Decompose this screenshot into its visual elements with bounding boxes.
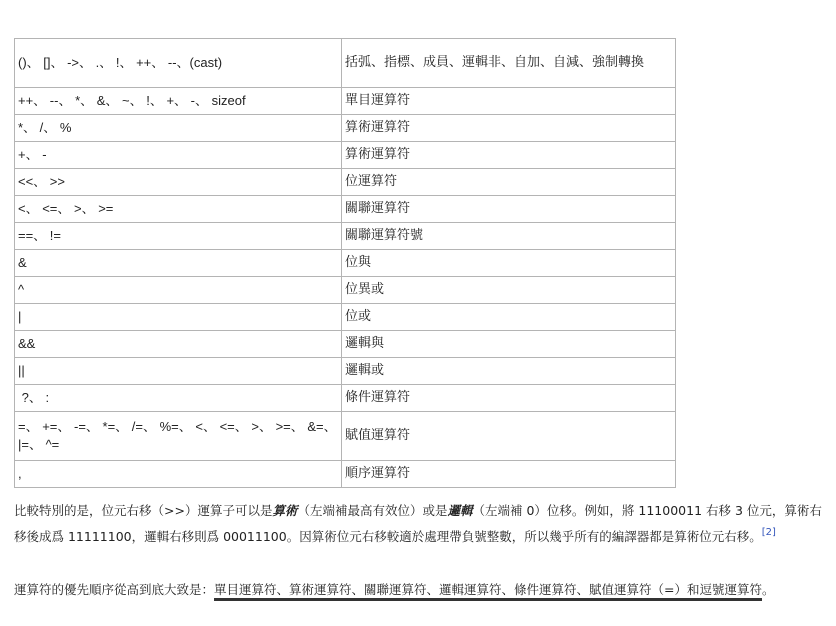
description-cell: 邏輯與	[342, 331, 676, 358]
description-cell: 位異或	[342, 277, 676, 304]
table-row	[15, 277, 676, 304]
description-cell: 位與	[342, 250, 676, 277]
table-row	[15, 385, 676, 412]
operator-cell: *、 /、 %	[15, 115, 342, 142]
table-row	[15, 88, 676, 115]
logical-term: 邏輯	[447, 503, 473, 518]
description-cell: 單目運算符	[342, 88, 676, 115]
operator-cell: <<、 >>	[15, 169, 342, 196]
operator-cell: ++、 --、 *、 &、 ~、 !、 +、 -、 sizeof	[15, 88, 342, 115]
description-cell: 關聯運算符號	[342, 223, 676, 250]
description-cell: 條件運算符	[342, 385, 676, 412]
description-cell: 位或	[342, 304, 676, 331]
operator-cell: +、 -	[15, 142, 342, 169]
underlined-precedence-list: 單目運算符、算術運算符、關聯運算符、邏輯運算符、條件運算符、賦值運算符（=）和逗號運算符	[214, 582, 762, 597]
description-cell: 算術運算符	[342, 115, 676, 142]
description-cell: 順序運算符	[342, 461, 676, 488]
table-row	[15, 169, 676, 196]
operator-cell: =、 +=、 -=、 *=、 /=、 %=、 <、 <=、 >、 >=、 &=、 |=、 ^=	[15, 412, 342, 461]
shift-explanation-paragraph	[14, 500, 829, 548]
table-row	[15, 461, 676, 488]
description-cell: 關聯運算符	[342, 196, 676, 223]
precedence-summary-paragraph	[14, 579, 829, 601]
operator-cell: <、 <=、 >、 >=	[15, 196, 342, 223]
operator-cell: &&	[15, 331, 342, 358]
operator-cell: &	[15, 250, 342, 277]
table-row	[15, 223, 676, 250]
table-row	[15, 115, 676, 142]
operator-cell: ^	[15, 277, 342, 304]
paragraph-text: （左端補最高有效位）或是	[297, 503, 448, 518]
table-row	[15, 39, 676, 88]
operator-cell: |	[15, 304, 342, 331]
table-row	[15, 304, 676, 331]
table-row	[15, 196, 676, 223]
description-cell: 位運算符	[342, 169, 676, 196]
description-cell: 邏輯或	[342, 358, 676, 385]
operator-cell: ?、 :	[15, 385, 342, 412]
description-cell: 括弧、指標、成員、運輯非、自加、自減、強制轉換	[342, 39, 676, 88]
reference-link[interactable]: [2]	[761, 527, 776, 538]
table-row	[15, 331, 676, 358]
operator-cell: ,	[15, 461, 342, 488]
operator-cell: ||	[15, 358, 342, 385]
arithmetic-term: 算術	[272, 503, 298, 518]
paragraph-text: 。	[762, 582, 775, 597]
table-row	[15, 250, 676, 277]
description-cell: 賦值運算符	[342, 412, 676, 461]
operator-cell: ()、 []、 ->、 .、 !、 ++、 --、(cast)	[15, 39, 342, 88]
table-row	[15, 358, 676, 385]
paragraph-text: （左端補 0）位移。例如，將 11100011 右移 3 位元，算術右移後成爲 11111100，邏輯右移則爲 00011100。因算術位元右移較適於處理帶負號整數，所以幾乎所有的編譯器都是算術位元右移。	[14, 503, 822, 544]
operator-cell: ==、 !=	[15, 223, 342, 250]
paragraph-text: 運算符的優先順序從高到底大致是：	[14, 582, 215, 597]
table-row	[15, 142, 676, 169]
operator-precedence-table	[14, 38, 676, 488]
description-cell: 算術運算符	[342, 142, 676, 169]
paragraph-text: 比較特別的是，位元右移（>>）運算子可以是	[14, 503, 273, 518]
table-row	[15, 412, 676, 461]
